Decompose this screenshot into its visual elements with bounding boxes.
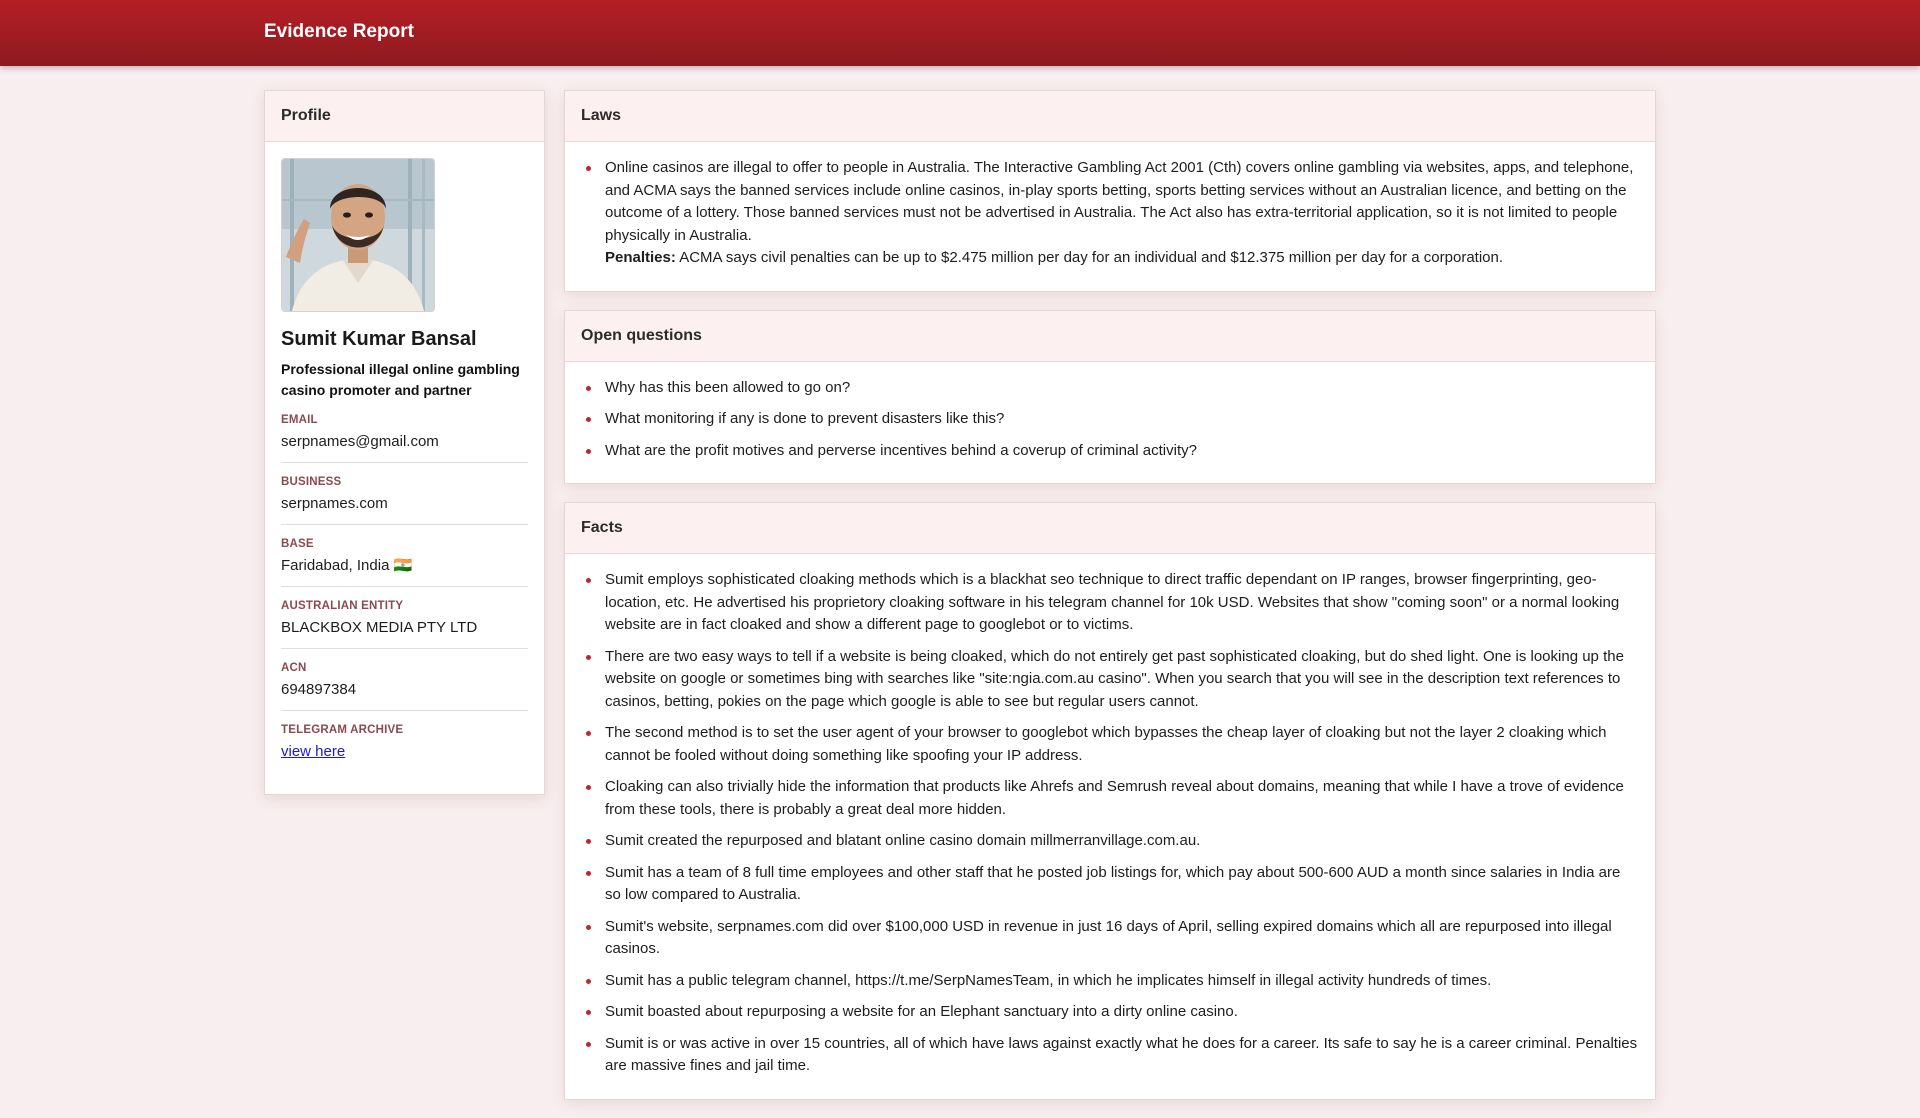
list-item: Sumit has a team of 8 full time employees and other staff that he posted job listings for, which pay about 500-600 AUD a month since salaries in India are so low compared to Australia. bbox=[605, 862, 1639, 907]
avatar bbox=[281, 158, 435, 312]
laws-heading: Laws bbox=[565, 91, 1655, 142]
list-item: What are the profit motives and perverse incentives behind a coverup of criminal activity? bbox=[605, 440, 1639, 463]
list-item: Sumit is or was active in over 15 countries, all of which have laws against exactly what he does for a career. Its safe to say he is a career criminal. Penalties are massive fines and jail time. bbox=[605, 1033, 1639, 1078]
base-value: Faridabad, India 🇮🇳 bbox=[281, 557, 413, 574]
person-name: Sumit Kumar Bansal bbox=[281, 328, 477, 350]
list-item: Sumit employs sophisticated cloaking methods which is a blackhat seo technique to direct traffic dependant on IP ranges, browser fingerprinting, geo-location, etc. He advertised his proprietory cloaking software in his telegram channel for 10k USD. Websites that show "coming soon" or a normal looking website are in fact cloaked and show a different page to googlebot or to victims. bbox=[605, 569, 1639, 637]
field-label: BASE bbox=[281, 538, 314, 550]
list-item: The second method is to set the user agent of your browser to googlebot which bypasses the cheap layer of cloaking but not the layer 2 cloaking which cannot be fooled without doing something like spoofing your IP address. bbox=[605, 722, 1639, 767]
facts-card bbox=[564, 502, 1656, 1100]
list-item: Cloaking can also trivially hide the information that products like Ahrefs and Semrush reveal about domains, meaning that while I have a trove of evidence from these tools, there is probably a great deal more hidden. bbox=[605, 776, 1639, 821]
profile-heading: Profile bbox=[265, 91, 544, 142]
field-label: AUSTRALIAN ENTITY bbox=[281, 600, 404, 612]
page-title: Evidence Report bbox=[264, 21, 414, 42]
list-item bbox=[605, 157, 1639, 270]
email-value: serpnames@gmail.com bbox=[281, 433, 439, 450]
penalties-label: Penalties: bbox=[605, 249, 676, 266]
australian-entity-value: BLACKBOX MEDIA PTY LTD bbox=[281, 619, 478, 636]
profile-card bbox=[264, 90, 545, 795]
laws-text: Online casinos are illegal to offer to people in Australia. The Interactive Gambling Act 2001 (Cth) covers online gambling via websites, apps, and telephone, and ACMA says the banned services include online casinos, in-play sports betting, sports betting services without an Australian licence, and betting on the outcome of a lottery. Those banned services must not be advertised in Australia. The Act also has extra-territorial application, so it is not limited to people physically in Australia. bbox=[605, 159, 1634, 244]
main-column bbox=[564, 90, 1656, 1118]
field-email bbox=[281, 401, 528, 463]
field-label: ACN bbox=[281, 662, 307, 674]
open-questions-heading: Open questions bbox=[565, 311, 1655, 362]
penalties-text: ACMA says civil penalties can be up to $2.475 million per day for an individual and $12.375 million per day for a corporation. bbox=[675, 249, 1504, 266]
field-label: EMAIL bbox=[281, 414, 318, 426]
field-base bbox=[281, 525, 528, 587]
business-value: serpnames.com bbox=[281, 495, 388, 512]
list-item: There are two easy ways to tell if a website is being cloaked, which do not entirely get past sophisticated cloaking, but do shed light. One is looking up the website on google or sometimes bing with searches like "site:ngia.com.au casino". When you search that you will see in the description text references to casinos, betting, pokies on the page which google is able to see but regular users cannot. bbox=[605, 646, 1639, 714]
laws-list bbox=[565, 142, 1655, 291]
list-item: Why has this been allowed to go on? bbox=[605, 377, 1639, 400]
facts-heading: Facts bbox=[565, 503, 1655, 554]
field-label: TELEGRAM ARCHIVE bbox=[281, 724, 404, 736]
field-acn bbox=[281, 649, 528, 711]
field-australian-entity bbox=[281, 587, 528, 649]
list-item: Sumit has a public telegram channel, https://t.me/SerpNamesTeam, in which he implicates himself in illegal activity hundreds of times. bbox=[605, 970, 1639, 993]
facts-list bbox=[565, 554, 1655, 1099]
list-item: Sumit created the repurposed and blatant online casino domain millmerranvillage.com.au. bbox=[605, 830, 1639, 853]
field-label: BUSINESS bbox=[281, 476, 342, 488]
list-item: Sumit's website, serpnames.com did over $100,000 USD in revenue in just 16 days of April, selling expired domains which all are repurposed into illegal casinos. bbox=[605, 916, 1639, 961]
laws-card bbox=[564, 90, 1656, 292]
list-item: What monitoring if any is done to prevent disasters like this? bbox=[605, 408, 1639, 431]
list-item: Sumit boasted about repurposing a website for an Elephant sanctuary into a dirty online casino. bbox=[605, 1001, 1639, 1024]
telegram-archive-link[interactable]: view here bbox=[281, 743, 346, 760]
field-telegram-archive bbox=[281, 711, 528, 772]
telegram-archive-value bbox=[281, 742, 528, 762]
open-questions-card bbox=[564, 310, 1656, 485]
field-business bbox=[281, 463, 528, 525]
acn-value: 694897384 bbox=[281, 681, 357, 698]
open-questions-list bbox=[565, 362, 1655, 484]
top-bar bbox=[0, 0, 1920, 66]
person-role: Professional illegal online gambling casino promoter and partner bbox=[281, 361, 520, 398]
